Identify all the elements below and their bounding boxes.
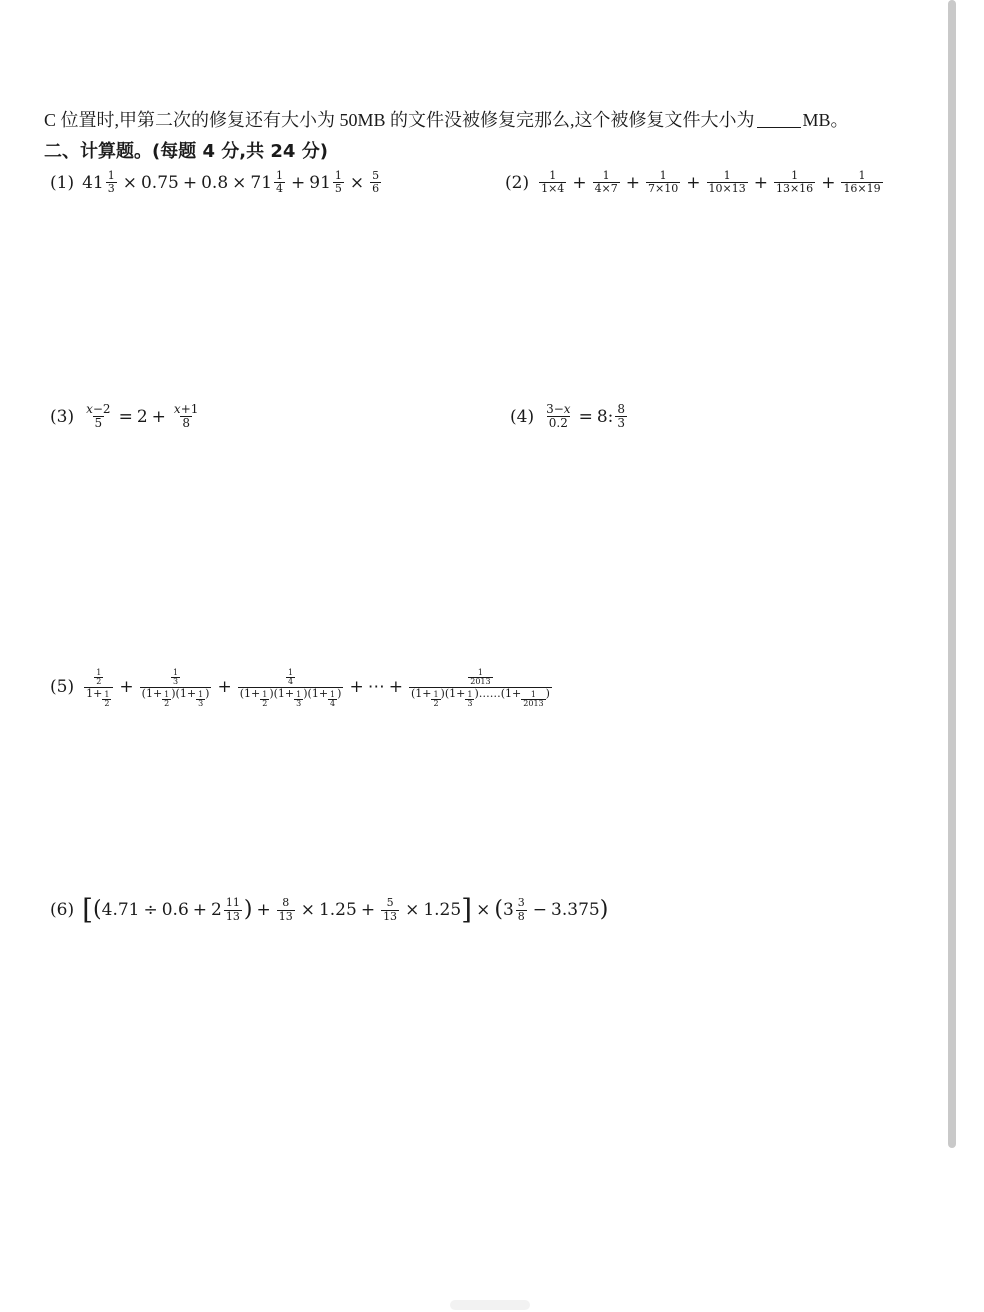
problem-1 (50, 170, 383, 195)
problem-2-label: (2) (505, 172, 530, 193)
problem-6-expression: [ ( 4.71 ÷ 0.6 + 2 $\frac{11}{13}$ ) + $\frac{8}{13}$ × 1.25 + $\frac{5}{13}$ × 1.25 ] × ( 3 $\frac{3}{8}$ − 3.375 ) (82, 893, 609, 926)
problem-6-label: (6) (50, 900, 75, 920)
problem-4-expression: $\frac{3-x}{0.2}$ = 8: $\frac{8}{3}$ (546, 402, 626, 431)
problem-2 (505, 170, 885, 195)
intro-line (44, 111, 849, 129)
intro-text-after: MB。 (802, 110, 849, 130)
problem-1-label: (1) (50, 172, 75, 193)
intro-text-before: C 位置时,甲第二次的修复还有大小为 50MB 的文件没被修复完那么,这个被修复文件大小为 (44, 110, 755, 130)
problem-3-expression: $\frac{x-2}{5}$ = 2 + $\frac{x+1}{8}$ (86, 402, 199, 431)
problem-4-label: (4) (510, 406, 535, 427)
vertical-scrollbar[interactable] (948, 0, 956, 1148)
answer-blank (757, 127, 801, 128)
problem-3-label: (3) (50, 406, 75, 427)
problem-1-expression: 41 $\frac{1}{3}$ × 0.75 + 0.8 × 71 $\frac{1}{4}$ + 91 $\frac{1}{5}$ × $\frac{5}{6}$ (82, 169, 380, 196)
section-heading: 二、计算题。(每题 4 分,共 24 分) (44, 141, 328, 162)
problem-4 (510, 403, 629, 430)
problem-3 (50, 403, 202, 430)
problem-5 (50, 666, 554, 709)
problem-2-expression: $\frac{1}{1\times 4}$ + $\frac{1}{4\times 7}$ + $\frac{1}{7\times 10}$ + $\frac{1}{10\times 13}$ + $\frac{1}{13\times 16}$ + $\frac{1}{16\times 19}$ (541, 169, 881, 196)
problem-5-expression: $\frac{1}{2}$ 1+ $\frac{1}{2}$ + $\frac{1}{3}$ (1+ $\frac{1}{2}$ )(1+ $\frac{1}{3}$ ) + $\frac{1}{4}$ (1+ $\frac{1}{2}$ )(1+ $\frac{1}{3}$ )(1+ $\frac{1}{4}$ ) + ⋯ + $\frac{1}{2013}$ (1+ $\frac{1}{2}$ )(1+ $\frac{1}{3}$ )……(1+ $\frac{1}{2013}$ ) (86, 668, 550, 709)
problem-5-label: (5) (50, 677, 75, 698)
bottom-handle (450, 1300, 530, 1310)
problem-6 (50, 893, 609, 926)
